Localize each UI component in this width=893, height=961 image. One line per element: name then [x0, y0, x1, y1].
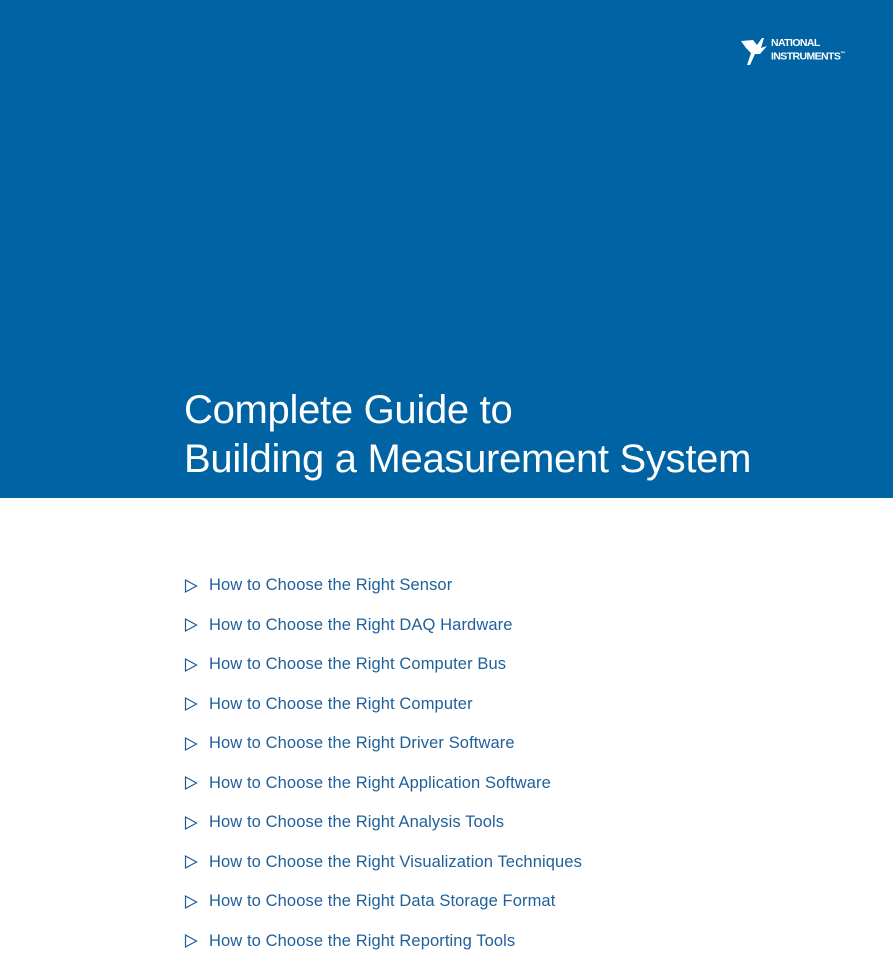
toc-item-label: How to Choose the Right Sensor: [209, 576, 453, 595]
toc-item-label: How to Choose the Right Computer Bus: [209, 655, 507, 674]
toc-item-driver-software[interactable]: [184, 724, 582, 764]
national-instruments-logo: [740, 36, 860, 68]
triangle-right-icon: [184, 657, 198, 673]
triangle-right-icon: [184, 696, 198, 712]
toc-item-label: How to Choose the Right DAQ Hardware: [209, 615, 513, 634]
toc-item-reporting-tools[interactable]: [184, 922, 582, 961]
toc-item-label: How to Choose the Right Application Software: [209, 773, 551, 792]
toc-item-data-storage-format[interactable]: [184, 882, 582, 922]
toc-item-analysis-tools[interactable]: [184, 803, 582, 843]
toc-item-visualization-techniques[interactable]: [184, 843, 582, 883]
triangle-right-icon: [184, 736, 198, 752]
title-line-1: Complete Guide to: [184, 388, 513, 432]
triangle-right-icon: [184, 815, 198, 831]
toc-item-application-software[interactable]: [184, 764, 582, 804]
table-of-contents: [184, 566, 582, 961]
page-title: [184, 386, 751, 484]
toc-item-label: How to Choose the Right Computer: [209, 694, 473, 713]
triangle-right-icon: [184, 933, 198, 949]
toc-item-computer-bus[interactable]: [184, 645, 582, 685]
toc-item-label: How to Choose the Right Data Storage Format: [209, 892, 556, 911]
toc-item-label: How to Choose the Right Analysis Tools: [209, 813, 505, 832]
triangle-right-icon: [184, 617, 198, 633]
toc-item-label: How to Choose the Right Reporting Tools: [209, 931, 516, 950]
toc-item-sensor[interactable]: [184, 566, 582, 606]
triangle-right-icon: [184, 775, 198, 791]
triangle-right-icon: [184, 894, 198, 910]
title-line-2: Building a Measurement System: [184, 437, 752, 481]
logo-line-2: INSTRUMENTS: [771, 50, 841, 63]
logo-line-1: NATIONAL: [771, 37, 820, 49]
logo-wordmark: [771, 38, 845, 63]
eagle-logo-icon: [740, 36, 770, 66]
triangle-right-icon: [184, 578, 198, 594]
toc-item-computer[interactable]: [184, 685, 582, 725]
toc-item-daq-hardware[interactable]: [184, 606, 582, 646]
triangle-right-icon: [184, 854, 198, 870]
toc-item-label: How to Choose the Right Visualization Techniques: [209, 852, 582, 871]
toc-item-label: How to Choose the Right Driver Software: [209, 734, 515, 753]
trademark-mark: ™: [840, 51, 845, 57]
